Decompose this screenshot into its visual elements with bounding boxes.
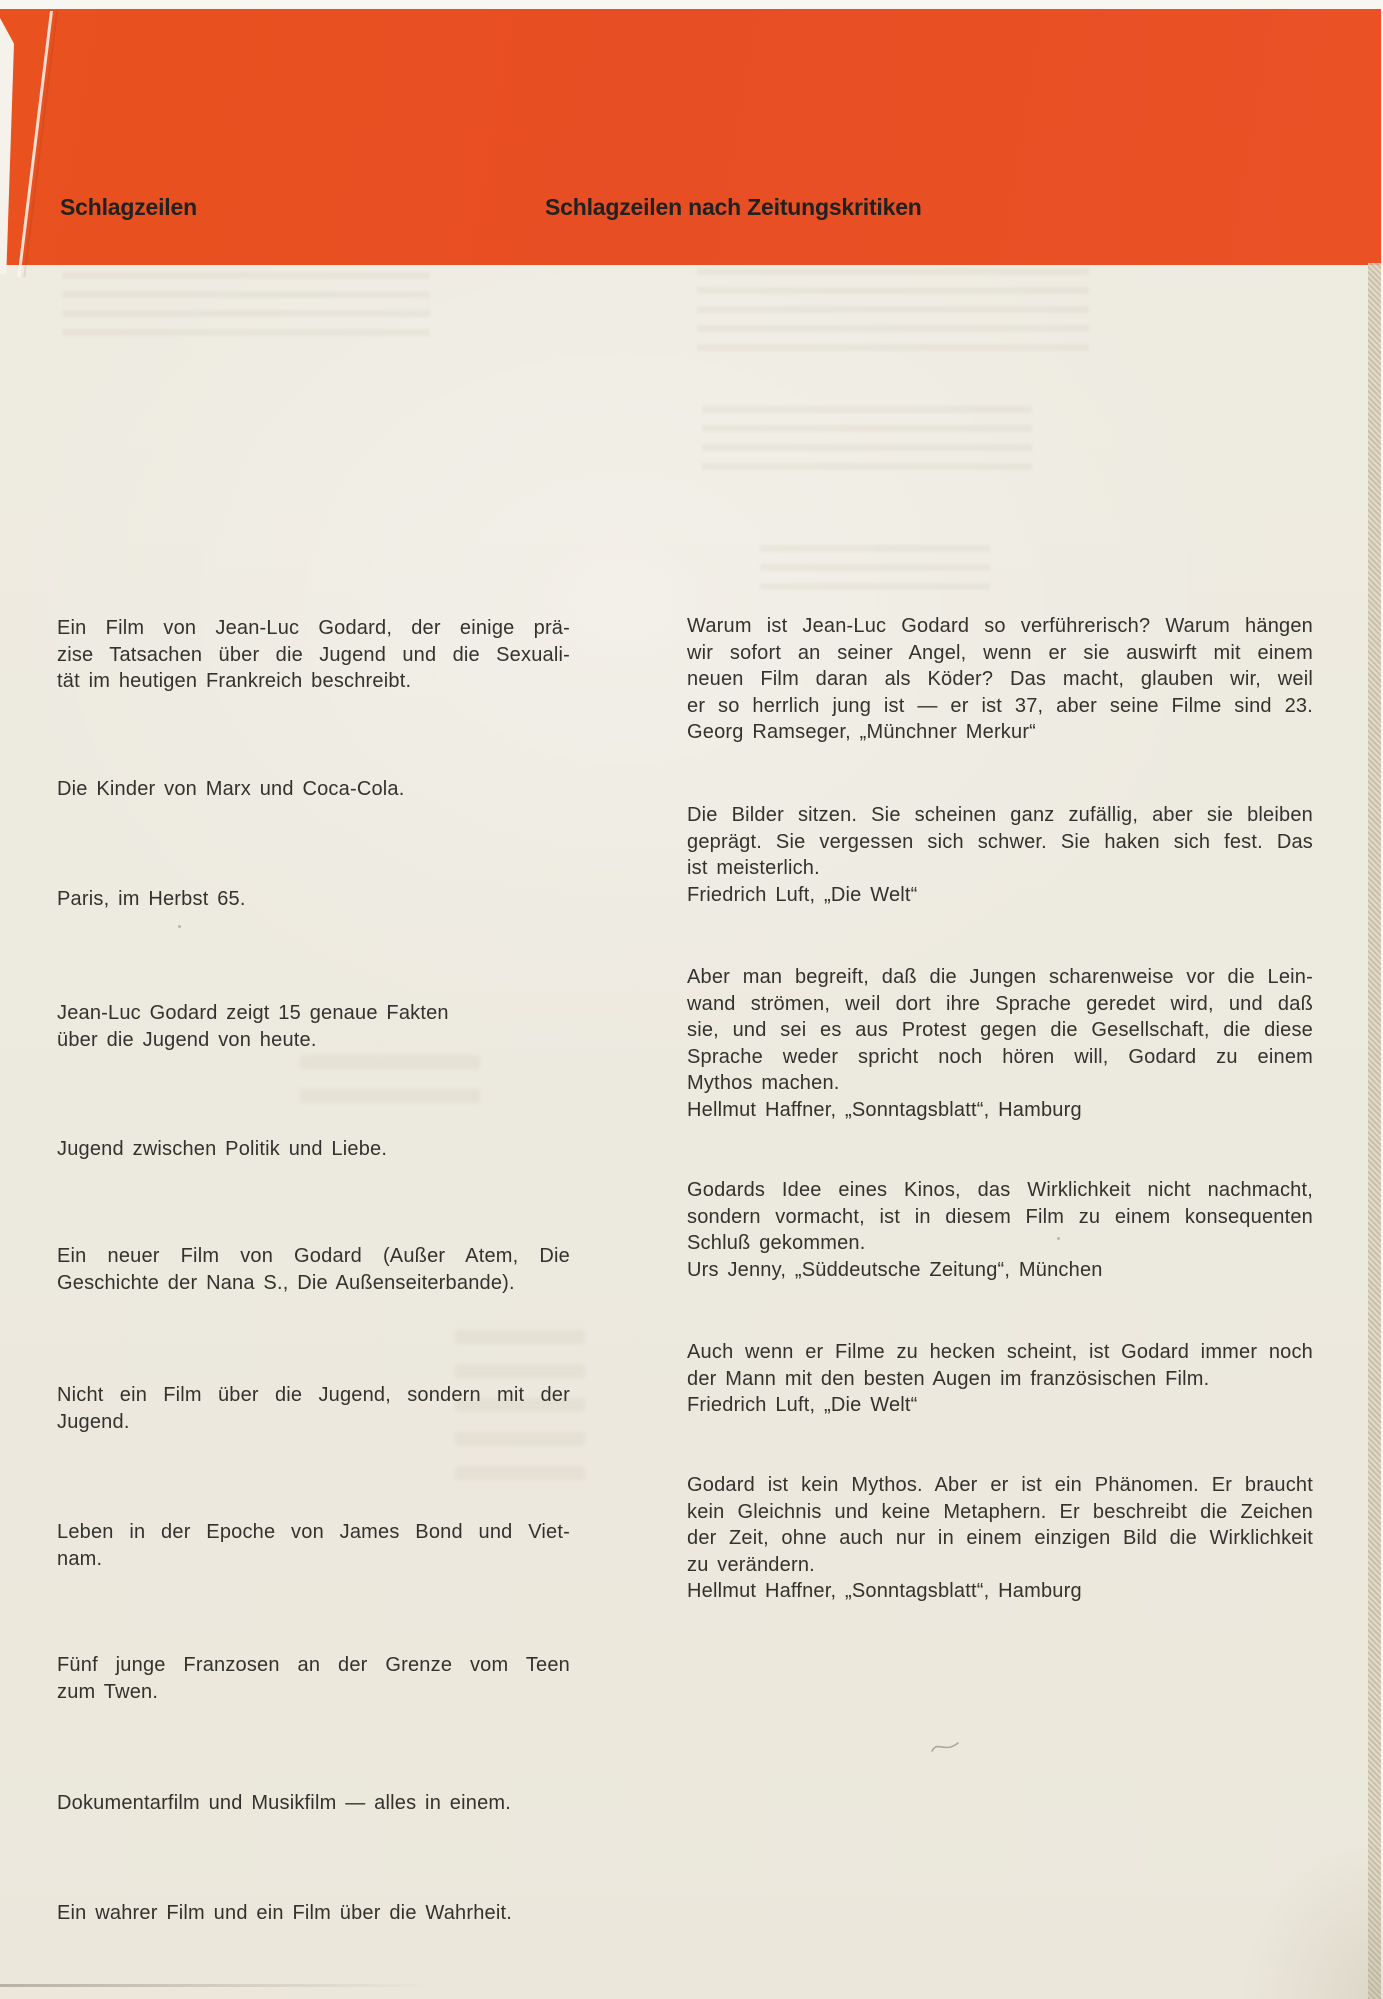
paper-speck xyxy=(1057,1237,1060,1240)
text-line: Godard ist kein Mythos. Aber er ist ein Phänomen. Er braucht xyxy=(687,1474,1313,1496)
text-line: Die Kinder von Marx und Coca-Cola. xyxy=(57,778,405,800)
text-line: Friedrich Luft, „Die Welt“ xyxy=(687,1394,918,1417)
quote-block xyxy=(687,1177,1313,1283)
text-line: sie, und sei es aus Protest gegen die Gesellschaft, die diese xyxy=(687,1019,1313,1042)
text-line: sondern vormacht, ist in diesem Film zu einem konsequenten xyxy=(687,1205,1313,1228)
text-line: geprägt. Sie vergessen sich schwer. Sie haken sich fest. Das xyxy=(687,830,1313,853)
text-line: zum Twen. xyxy=(57,1680,159,1703)
quote-block xyxy=(57,1900,570,1927)
text-line: Urs Jenny, „Süddeutsche Zeitung“, München xyxy=(687,1258,1103,1281)
text-line: zu verändern. xyxy=(687,1553,815,1576)
text-line: Dokumentarfilm und Musikfilm — alles in einem. xyxy=(57,1792,512,1814)
binding-edge-texture xyxy=(1368,263,1381,1999)
quote-block xyxy=(57,1000,570,1053)
quote-block xyxy=(57,1136,570,1163)
corner-shade xyxy=(1240,1840,1383,1999)
text-line: zise Tatsachen über die Jugend und die Sexuali- xyxy=(57,643,570,666)
crease-shadow xyxy=(23,11,58,277)
text-line: Schluß gekommen. xyxy=(687,1232,866,1255)
text-line: Warum ist Jean-Luc Godard so verführerisch? Warum hängen xyxy=(687,615,1313,637)
quote-block xyxy=(57,615,570,695)
torn-corner xyxy=(0,18,14,274)
text-line: Jean-Luc Godard zeigt 15 genaue Fakten xyxy=(57,1002,449,1024)
text-line: Mythos machen. xyxy=(687,1072,840,1095)
text-line: Georg Ramseger, „Münchner Merkur“ xyxy=(687,721,1037,744)
heading-schlagzeilen-nach-zeitungskritiken: Schlagzeilen nach Zeitungskritiken xyxy=(545,194,922,220)
text-line: Fünf junge Franzosen an der Grenze vom Teen xyxy=(57,1654,570,1676)
text-line: Nicht ein Film über die Jugend, sondern mit der xyxy=(57,1384,570,1406)
quote-block xyxy=(57,1790,570,1817)
right-text-column xyxy=(687,0,1313,1999)
text-line: neuen Film daran als Köder? Das macht, glauben wir, weil xyxy=(687,668,1313,691)
quote-block xyxy=(57,1519,570,1572)
quote-block xyxy=(57,1652,570,1705)
quote-block xyxy=(687,1472,1313,1605)
text-line: wand strömen, weil dort ihre Sprache geredet wird, und daß xyxy=(687,992,1313,1015)
quote-block xyxy=(687,964,1313,1124)
text-line: Hellmut Haffner, „Sonntagsblatt“, Hamburg xyxy=(687,1098,1082,1121)
text-line: der Mann mit den besten Augen im französischen Film. xyxy=(687,1367,1210,1390)
text-line: Friedrich Luft, „Die Welt“ xyxy=(687,883,918,906)
pencil-squiggle xyxy=(930,1738,962,1756)
quote-block xyxy=(687,613,1313,746)
text-line: Paris, im Herbst 65. xyxy=(57,888,246,910)
text-line: Ein neuer Film von Godard (Außer Atem, Die xyxy=(57,1245,570,1267)
text-line: Hellmut Haffner, „Sonntagsblatt“, Hamburg xyxy=(687,1580,1082,1603)
text-line: Aber man begreift, daß die Jungen scharenweise vor die Lein- xyxy=(687,966,1313,988)
text-line: Jugend. xyxy=(57,1410,130,1433)
text-line: Geschichte der Nana S., Die Außenseiterbande). xyxy=(57,1271,515,1294)
text-line: Sprache weder spricht noch hören will, Godard zu einem xyxy=(687,1045,1313,1068)
text-line: Ein Film von Jean-Luc Godard, der einige prä- xyxy=(57,617,570,639)
text-line: kein Gleichnis und keine Metaphern. Er beschreibt die Zeichen xyxy=(687,1500,1313,1523)
text-line: ist meisterlich. xyxy=(687,857,820,880)
text-line: Die Bilder sitzen. Sie scheinen ganz zufällig, aber sie bleiben xyxy=(687,804,1313,826)
quote-block xyxy=(57,1382,570,1435)
text-line: Jugend zwischen Politik und Liebe. xyxy=(57,1138,388,1160)
text-line: er so herrlich jung ist — er ist 37, aber seine Filme sind 23. xyxy=(687,694,1313,717)
text-line: Ein wahrer Film und ein Film über die Wahrheit. xyxy=(57,1902,513,1924)
quote-block xyxy=(57,886,570,913)
text-line: Leben in der Epoche von James Bond und Viet- xyxy=(57,1521,570,1543)
text-line: nam. xyxy=(57,1547,103,1570)
text-line: über die Jugend von heute. xyxy=(57,1028,317,1051)
paper-speck xyxy=(178,925,181,928)
text-line: wir sofort an seiner Angel, wenn er sie auswirft mit einem xyxy=(687,641,1313,664)
quote-block xyxy=(687,1339,1313,1419)
heading-schlagzeilen: Schlagzeilen xyxy=(60,194,197,220)
bottom-edge-shadow xyxy=(0,1984,430,1987)
text-line: Auch wenn er Filme zu hecken scheint, ist Godard immer noch xyxy=(687,1341,1313,1363)
text-line: tät im heutigen Frankreich beschreibt. xyxy=(57,670,412,693)
quote-block xyxy=(57,776,570,803)
text-line: Godards Idee eines Kinos, das Wirklichkeit nicht nachmacht, xyxy=(687,1179,1313,1201)
quote-block xyxy=(57,1243,570,1296)
quote-block xyxy=(687,802,1313,908)
left-text-column xyxy=(57,0,570,1999)
crease-line xyxy=(17,11,53,277)
text-line: der Zeit, ohne auch nur in einem einzigen Bild die Wirklichkeit xyxy=(687,1527,1313,1550)
